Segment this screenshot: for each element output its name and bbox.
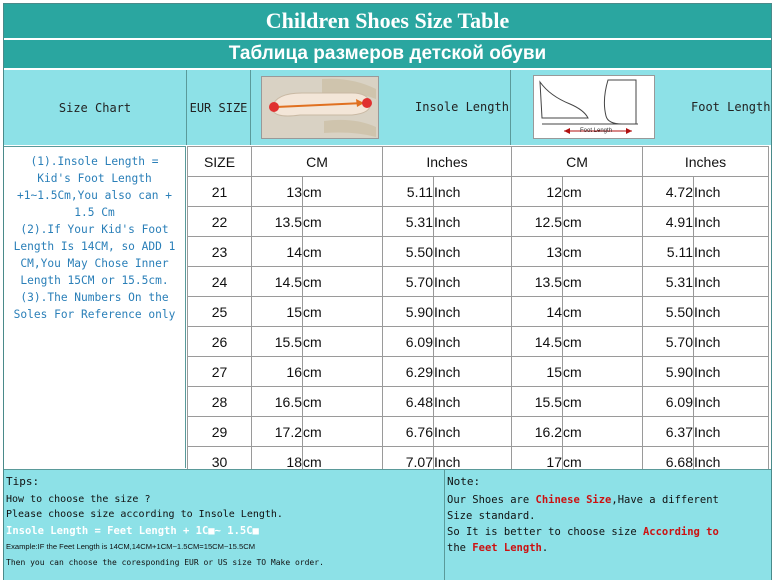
note-text: the — [447, 542, 473, 554]
foot-inch-value: 6.37 — [643, 417, 694, 447]
insole-cm-unit: cm — [303, 207, 383, 237]
table-header-row — [188, 147, 769, 177]
insole-cm-unit: cm — [303, 267, 383, 297]
note-line: 1.5 Cm — [74, 206, 115, 219]
eur-size-label: EUR SIZE — [189, 100, 248, 115]
tips-label: Tips: — [6, 475, 40, 488]
size-chart-label: Size Chart — [58, 100, 132, 115]
eur-size-header — [187, 70, 251, 145]
insole-cm-value: 15 — [252, 297, 303, 327]
note-line: Soles For Reference only — [13, 308, 176, 321]
insole-cm-value: 13 — [252, 177, 303, 207]
foot-cm-value: 14 — [512, 297, 563, 327]
page-title-russian: Таблица размеров детской обуви — [4, 40, 771, 68]
foot-cm-unit: cm — [563, 417, 643, 447]
insole-inch-unit: Inch — [434, 207, 512, 237]
foot-inch-unit: Inch — [694, 327, 769, 357]
table-row — [188, 327, 769, 357]
insole-cm-unit: cm — [303, 357, 383, 387]
size-cell: 22 — [188, 207, 252, 237]
insole-inch-unit: Inch — [434, 297, 512, 327]
foot-diagram — [533, 75, 655, 139]
note-highlight: Chinese Size — [535, 494, 612, 506]
insole-inch-value: 6.76 — [383, 417, 434, 447]
foot-cm-unit: cm — [563, 387, 643, 417]
foot-cm-unit: cm — [563, 267, 643, 297]
note-line: (1).Insole Length = — [30, 155, 159, 168]
note-line: (2).If Your Kid's Foot — [20, 223, 169, 236]
note-text: Our Shoes are — [447, 494, 536, 506]
foot-inches-header: Inches — [643, 147, 769, 177]
note-text: . — [541, 542, 549, 554]
size-table — [187, 146, 769, 477]
insole-cm-unit: cm — [303, 177, 383, 207]
tips-example: Example:IF the Feet Length is 14CM,14CM+1CM~1.5CM=15CM~15.5CM — [6, 542, 256, 551]
tips-formula: Insole Length = Feet Length + 1C■~ 1.5C■ — [6, 525, 259, 537]
foot-inch-value: 5.11 — [643, 237, 694, 267]
insole-inch-value: 5.90 — [383, 297, 434, 327]
foot-cm-unit: cm — [563, 237, 643, 267]
tips-line: Then you can choose the coresponding EUR or US size TO Make order. — [6, 558, 324, 567]
foot-cm-unit: cm — [563, 207, 643, 237]
note-text: Size standard. — [447, 510, 536, 522]
size-chart-header — [4, 70, 187, 145]
table-row — [188, 237, 769, 267]
foot-inch-value: 6.09 — [643, 387, 694, 417]
foot-cm-value: 15.5 — [512, 387, 563, 417]
foot-cm-unit: cm — [563, 177, 643, 207]
insole-inch-unit: Inch — [434, 267, 512, 297]
note-section — [447, 474, 767, 556]
foot-inch-value: 5.70 — [643, 327, 694, 357]
insole-cm-value: 17.2 — [252, 417, 303, 447]
insole-cm-unit: cm — [303, 297, 383, 327]
insole-cm-unit: cm — [303, 447, 383, 477]
insole-cm-value: 14.5 — [252, 267, 303, 297]
size-cell: 23 — [188, 237, 252, 267]
insole-inch-unit: Inch — [434, 357, 512, 387]
foot-inch-value: 5.31 — [643, 267, 694, 297]
table-row — [188, 357, 769, 387]
foot-inch-value: 5.50 — [643, 297, 694, 327]
insole-cm-value: 18 — [252, 447, 303, 477]
insole-length-header — [251, 70, 511, 145]
note-line: Kid's Foot Length — [37, 172, 152, 185]
note-text: So It is better to choose size — [447, 526, 643, 538]
foot-inch-unit: Inch — [694, 237, 769, 267]
insole-inch-value: 6.48 — [383, 387, 434, 417]
note-line: +1~1.5Cm,You also can + — [17, 189, 172, 202]
size-cell: 27 — [188, 357, 252, 387]
foot-cm-value: 12.5 — [512, 207, 563, 237]
insole-inches-header: Inches — [383, 147, 512, 177]
note-line: Length 15CM or 15.5cm. — [20, 274, 169, 287]
note-highlight: According to — [642, 526, 719, 538]
note-line: CM,You May Chose Inner — [20, 257, 169, 270]
foot-inch-value: 4.72 — [643, 177, 694, 207]
foot-inch-unit: Inch — [694, 387, 769, 417]
insole-inch-value: 6.29 — [383, 357, 434, 387]
footer-divider — [444, 470, 445, 580]
foot-cm-value: 16.2 — [512, 417, 563, 447]
insole-cm-header: CM — [252, 147, 383, 177]
size-cell: 24 — [188, 267, 252, 297]
insole-cm-value: 16.5 — [252, 387, 303, 417]
foot-inch-unit: Inch — [694, 447, 769, 477]
insole-inch-value: 6.09 — [383, 327, 434, 357]
insole-inch-value: 5.11 — [383, 177, 434, 207]
table-row — [188, 387, 769, 417]
foot-inch-unit: Inch — [694, 177, 769, 207]
insole-inch-value: 5.50 — [383, 237, 434, 267]
table-row — [188, 267, 769, 297]
size-cell: 26 — [188, 327, 252, 357]
foot-cm-header: CM — [512, 147, 643, 177]
insole-inch-unit: Inch — [434, 177, 512, 207]
foot-inch-unit: Inch — [694, 267, 769, 297]
foot-length-label: Foot Length — [691, 100, 771, 114]
tips-line: Please choose size according to Insole Length. — [6, 509, 283, 520]
foot-cm-value: 13 — [512, 237, 563, 267]
insole-cm-value: 13.5 — [252, 207, 303, 237]
size-column-header: SIZE — [188, 147, 252, 177]
insole-inch-value: 5.31 — [383, 207, 434, 237]
foot-inch-value: 6.68 — [643, 447, 694, 477]
insole-inch-unit: Inch — [434, 417, 512, 447]
insole-measure-icon — [262, 77, 378, 138]
foot-cm-value: 17 — [512, 447, 563, 477]
insole-photo — [261, 76, 379, 139]
foot-length-header — [511, 70, 771, 145]
table-row — [188, 177, 769, 207]
size-cell: 21 — [188, 177, 252, 207]
note-text: ,Have a different — [611, 494, 719, 506]
insole-inch-unit: Inch — [434, 237, 512, 267]
foot-length-caption: Foot Length — [580, 128, 613, 134]
foot-cm-unit: cm — [563, 357, 643, 387]
insole-inch-unit: Inch — [434, 387, 512, 417]
foot-cm-unit: cm — [563, 447, 643, 477]
size-cell: 30 — [188, 447, 252, 477]
table-row — [188, 417, 769, 447]
insole-cm-value: 16 — [252, 357, 303, 387]
foot-inch-unit: Inch — [694, 207, 769, 237]
insole-inch-unit: Inch — [434, 327, 512, 357]
foot-inch-unit: Inch — [694, 297, 769, 327]
foot-cm-value: 13.5 — [512, 267, 563, 297]
insole-cm-unit: cm — [303, 237, 383, 267]
foot-inch-unit: Inch — [694, 417, 769, 447]
insole-inch-value: 5.70 — [383, 267, 434, 297]
foot-cm-unit: cm — [563, 297, 643, 327]
size-table-sheet — [3, 3, 772, 580]
foot-cm-value: 14.5 — [512, 327, 563, 357]
tips-section — [6, 474, 444, 571]
table-row — [188, 297, 769, 327]
size-cell: 29 — [188, 417, 252, 447]
foot-cm-value: 12 — [512, 177, 563, 207]
insole-cm-value: 15.5 — [252, 327, 303, 357]
page-title: Children Shoes Size Table — [4, 4, 771, 38]
insole-length-label: Insole Length — [415, 100, 509, 114]
note-highlight: Feet Length — [472, 542, 542, 554]
insole-cm-unit: cm — [303, 417, 383, 447]
insole-cm-value: 14 — [252, 237, 303, 267]
foot-inch-value: 4.91 — [643, 207, 694, 237]
tips-line: How to choose the size ? — [6, 494, 151, 505]
note-label: Note: — [447, 475, 481, 488]
insole-inch-value: 7.07 — [383, 447, 434, 477]
foot-inch-unit: Inch — [694, 357, 769, 387]
note-line: Length Is 14CM, so ADD 1 — [13, 240, 176, 253]
size-cell: 28 — [188, 387, 252, 417]
note-line: (3).The Numbers On the — [20, 291, 169, 304]
foot-inch-value: 5.90 — [643, 357, 694, 387]
footer-panel — [4, 469, 771, 580]
foot-cm-value: 15 — [512, 357, 563, 387]
table-row — [188, 207, 769, 237]
insole-inch-unit: Inch — [434, 447, 512, 477]
insole-cm-unit: cm — [303, 387, 383, 417]
insole-cm-unit: cm — [303, 327, 383, 357]
size-cell: 25 — [188, 297, 252, 327]
foot-cm-unit: cm — [563, 327, 643, 357]
size-notes — [4, 146, 186, 468]
